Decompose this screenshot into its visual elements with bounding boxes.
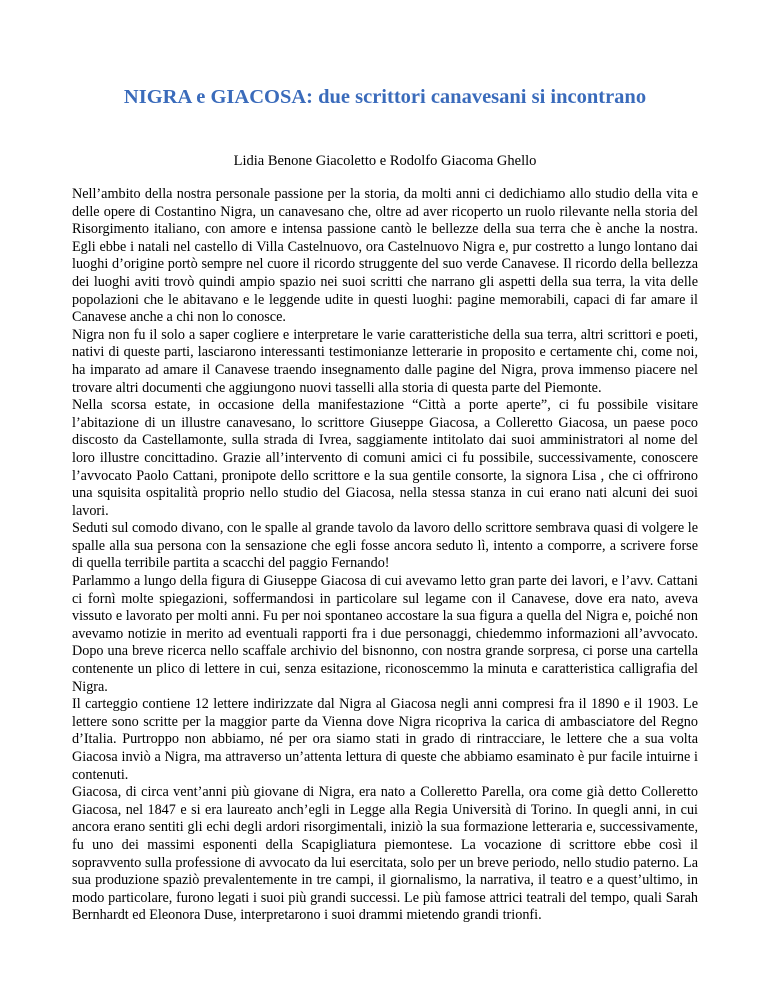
document-authors: Lidia Benone Giacoletto e Rodolfo Giacoma Ghello (233, 153, 537, 169)
paragraph: Il carteggio contiene 12 lettere indirizzate dal Nigra al Giacosa negli anni compresi fra il 1890 e il 1903. Le lettere sono scritte per la maggior parte da Vienna dove Nigra ricopriva la carica di ambasciatore del Regno d’Italia. Purtroppo non abbiamo, né per ora siamo stati in grado di rintracciare, le lettere che a sua volta Giacosa inviò a Nigra, ma attraverso un’attenta lettura di queste che abbiamo esaminato è pur facile intuirne i contenuti. (72, 696, 698, 783)
paragraph: Nell’ambito della nostra personale passione per la storia, da molti anni ci dedichiamo allo studio della vita e delle opere di Costantino Nigra, un canavesano che, oltre ad aver ricoperto un ruolo rilevante nella storia del Risorgimento italiano, con amore e intensa passione cantò le bellezze della sua terra che è anche la nostra. Egli ebbe i natali nel castello di Villa Castelnuovo, ora Castelnuovo Nigra e, pur costretto a lungo lontano dai luoghi d’origine portò sempre nel cuore il ricordo struggente del suo verde Canavese. Il ricordo della bellezza dei luoghi aviti trovò quindi ampio spazio nei suoi scritti che narrano gli aspetti della sua terra, la vita delle popolazioni che le abitavano e le leggende udite in questi luoghi: pagine memorabili, capaci di far amare il Canavese anche a chi non lo conosce. (72, 186, 698, 326)
document-title: NIGRA e GIACOSA: due scrittori canavesani si incontrano (123, 86, 647, 108)
paragraph: Giacosa, di circa vent’anni più giovane di Nigra, era nato a Colleretto Parella, ora come già detto Colleretto Giacosa, nel 1847 e si era laureato anch’egli in Legge alla Regia Università di Torino. In quegli anni, in cui ancora erano sentiti gli echi degli ardori risorgimentali, iniziò la sua formazione letteraria e, successivamente, fu uno dei massimi esponenti della Scapigliatura piemontese. La vocazione di scrittore ebbe così il sopravvento sulla professione di avvocato da lui esercitata, solo per un breve periodo, nello studio paterno. La sua produzione spaziò prevalentemente in tre campi, il giornalismo, la narrativa, il teatro e a quest’ultimo, in modo particolare, furono legati i suoi più grandi successi. Le più famose attrici teatrali del tempo, quali Sarah Bernhardt ed Eleonora Duse, interpretarono i suoi drammi mietendo grandi trionfi. (72, 784, 698, 924)
paragraph: Nella scorsa estate, in occasione della manifestazione “Città a porte aperte”, ci fu possibile visitare l’abitazione di un illustre canavesano, lo scrittore Giuseppe Giacosa, a Colleretto Giacosa, un paese poco discosto da Castellamonte, sulla strada di Ivrea, saggiamente intitolato dai suoi amministratori al nome del loro illustre concittadino. Grazie all’intervento di comuni amici ci fu possibile, successivamente, conoscere l’avvocato Paolo Cattani, pronipote dello scrittore e la sua gentile consorte, la signora Lisa , che ci offrirono una squisita ospitalità proprio nello studio del Giacosa, nella stessa stanza in cui erano nati alcuni dei suoi lavori. (72, 397, 698, 519)
document-body (72, 186, 698, 925)
paragraph: Seduti sul comodo divano, con le spalle al grande tavolo da lavoro dello scrittore sembrava quasi di volgere le spalle alla sua persona con la sensazione che egli fosse ancora seduto lì, intento a comporre, a scrivere forse di quella terribile partita a scacchi del paggio Fernando! (72, 520, 698, 572)
paragraph: Parlammo a lungo della figura di Giuseppe Giacosa di cui avevamo letto gran parte dei lavori, e l’avv. Cattani ci fornì molte spiegazioni, soffermandosi in particolare sul legame con il Canavese, dove era nato, aveva vissuto e lavorato per molti anni. Fu per noi spontaneo accostare la sua figura a quella del Nigra e, poiché non avevamo notizie in merito ad eventuali rapporti fra i due personaggi, chiedemmo informazioni all’avvocato. Dopo una breve ricerca nello scaffale archivio del bisnonno, con nostra grande sorpresa, ci porse una cartella contenente un plico di lettere in cui, senza esitazione, riconoscemmo la minuta e caratteristica calligrafia del Nigra. (72, 573, 698, 695)
paragraph: Nigra non fu il solo a saper cogliere e interpretare le varie caratteristiche della sua terra, altri scrittori e poeti, nativi di queste parti, lasciarono interessanti testimonianze letterarie in proposito e certamente chi, come noi, ha imparato ad amare il Canavese traendo insegnamento dalle pagine del Nigra, prova immenso piacere nel trovare altri documenti che aggiungono nuovi tasselli alla storia di questa parte del Piemonte. (72, 326, 698, 396)
